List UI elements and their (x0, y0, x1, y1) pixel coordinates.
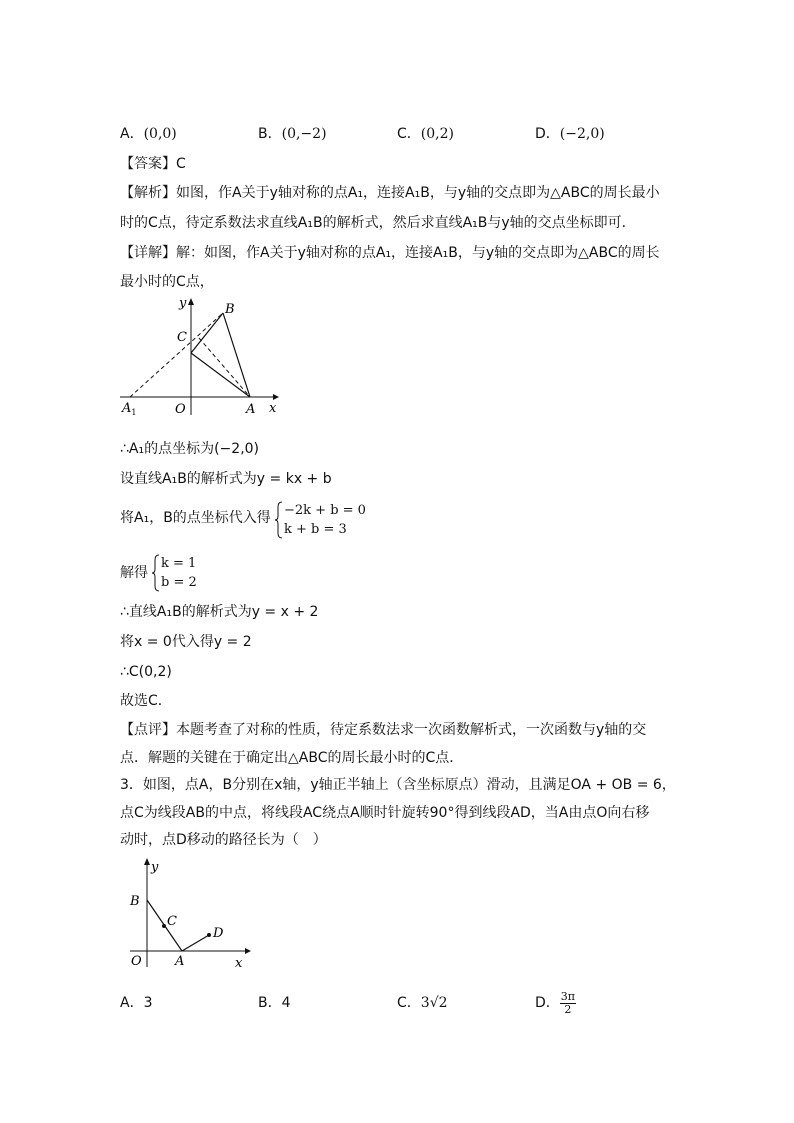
figure-2-coordinate-diagram (125, 855, 260, 973)
fig2-segment-AD (182, 935, 209, 951)
step-1: ∴A₁的点坐标为(−2,0) (120, 441, 260, 457)
fig2-point-C (162, 924, 166, 928)
q3-line-2: 点C为线段AB的中点，将线段AC绕点A顺时针旋转90°得到线段AD，当A由点O向右移 (120, 805, 650, 821)
step4-brace-icon (152, 554, 160, 592)
detail-line-2: 最小时的C点， (120, 274, 214, 290)
fig1-x-arrow-icon (273, 394, 279, 400)
fig2-label-O: O (131, 954, 142, 969)
q3-option-b: B．4 (258, 995, 291, 1011)
step3-system (284, 501, 366, 539)
q3-option-a: A．3 (120, 995, 153, 1011)
step-6: 将x = 0代入得y = 2 (120, 634, 252, 650)
step3-brace-icon (275, 501, 283, 539)
fig2-label-C: C (167, 914, 177, 929)
analysis-line-1: 【解析】如图，作A关于y轴对称的点A₁，连接A₁B，与y轴的交点即为△ABC的周长最小 (120, 185, 660, 201)
fig1-segment-BA (223, 313, 250, 397)
step-8: 故选C． (120, 693, 172, 709)
step3-eq-1: −2k + b = 0 (284, 503, 366, 518)
fig1-dashed-A1B (130, 313, 223, 397)
comment-line-1: 【点评】本题考查了对称的性质，待定系数法求一次函数解析式，一次函数与y轴的交 (120, 722, 647, 738)
fig1-label-x: x (269, 401, 277, 416)
step4-system (161, 554, 197, 592)
step4-eq-2: b = 2 (161, 575, 197, 590)
fig2-y-arrow-icon (144, 858, 150, 865)
fig2-label-D: D (213, 926, 224, 941)
fig1-segment-CB (191, 313, 223, 353)
analysis-line-2: 时的C点，待定系数法求直线A₁B的解析式，然后求直线A₁B与y轴的交点坐标即可． (120, 215, 636, 231)
step3-eq-2: k + b = 3 (284, 522, 347, 537)
step-5: ∴直线A₁B的解析式为y = x + 2 (120, 604, 319, 620)
step-2: 设直线A₁B的解析式为y = kx + b (120, 471, 332, 487)
answer-line: 【答案】C (120, 156, 186, 172)
fig1-label-y: y (179, 296, 187, 311)
q2-option-b: B．(0,−2) (258, 126, 327, 142)
step-7: ∴C(0,2) (120, 664, 172, 680)
fig2-label-A: A (175, 954, 185, 969)
comment-line-2: 点．解题的关键在于确定出△ABC的周长最小时的C点． (120, 750, 464, 766)
figure-1-coordinate-diagram (115, 295, 285, 420)
fig1-label-A1: $A_1$ (122, 401, 137, 417)
detail-line-1: 【详解】解：如图，作A关于y轴对称的点A₁，连接A₁B，与y轴的交点即为△ABC的周长 (120, 245, 660, 261)
q3-option-d-fraction: $\frac{3\pi}{2}$ (560, 989, 576, 1016)
fig1-y-arrow-icon (188, 298, 194, 305)
q3-line-1: 3．如图，点A，B分别在x轴，y轴正半轴上（含坐标原点）滑动，且满足OA + OB = 6， (120, 777, 676, 793)
fig2-x-arrow-icon (245, 948, 251, 954)
fig2-label-y: y (151, 860, 159, 875)
q2-option-a: A．(0,0) (120, 126, 177, 142)
fig1-label-O: O (175, 402, 186, 417)
fig2-point-D (207, 933, 211, 937)
fig1-label-B: B (225, 302, 235, 317)
fig1-label-A: A (246, 402, 256, 417)
q2-option-d: D．(−2,0) (535, 126, 605, 142)
q3-option-c: C．3√2 (397, 995, 448, 1011)
step-3: 将A₁，B的点坐标代入得 (120, 510, 271, 526)
fig1-label-C: C (177, 330, 187, 345)
step-4: 解得 (120, 565, 148, 581)
fig2-label-x: x (235, 956, 243, 971)
q2-option-c: C．(0,2) (397, 126, 454, 142)
step4-eq-1: k = 1 (161, 556, 197, 571)
fig1-dashed-CA (199, 338, 250, 397)
fig2-label-B: B (130, 894, 140, 909)
q3-line-3: 动时，点D移动的路径长为（ ） (120, 832, 327, 848)
fig1-segment-CA (191, 353, 250, 397)
q3-option-d: D． $\frac{3\pi}{2}$ (535, 989, 576, 1016)
